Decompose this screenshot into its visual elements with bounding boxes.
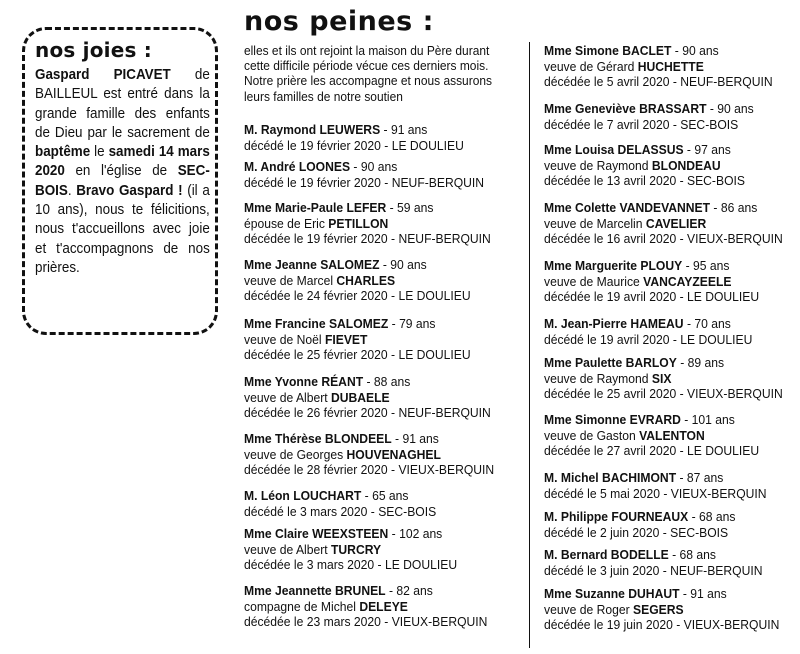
entry-title: Mme Suzanne bbox=[544, 586, 629, 601]
entry-surname: HAMEAU bbox=[630, 316, 684, 331]
entry-name-line bbox=[244, 488, 520, 504]
obituary-entry bbox=[544, 258, 800, 305]
entry-surname: LOONES bbox=[298, 159, 351, 174]
entry-title: M. Raymond bbox=[244, 122, 320, 137]
entry-title: Mme Yvonne bbox=[244, 374, 322, 389]
obituary-entry bbox=[244, 526, 520, 573]
entry-name-line bbox=[544, 316, 800, 332]
entry-name-line bbox=[244, 583, 520, 599]
entry-surname: BACLET bbox=[622, 43, 672, 58]
peines-title: nos peines : bbox=[244, 6, 434, 37]
entry-death-line: décédée le 24 février 2020 - LE DOULIEU bbox=[244, 288, 471, 304]
entry-spouse-line bbox=[544, 216, 800, 232]
entry-age: - 65 ans bbox=[361, 488, 409, 503]
entry-spouse-name: FIEVET bbox=[324, 331, 368, 347]
entry-spouse-line bbox=[544, 59, 800, 75]
entry-spouse-prefix: veuve de Raymond bbox=[544, 370, 652, 386]
entry-surname: BARLOY bbox=[625, 355, 677, 370]
entry-title: Mme Marie-Paule bbox=[244, 200, 347, 215]
obituary-entry bbox=[244, 488, 520, 519]
column-divider bbox=[529, 42, 530, 648]
obituary-entry bbox=[544, 101, 800, 132]
entry-death-line: décédée le 27 avril 2020 - LE DOULIEU bbox=[544, 443, 760, 459]
entry-spouse-prefix: veuve de Gaston bbox=[544, 427, 640, 443]
entry-surname: VANDEVANNET bbox=[619, 200, 711, 215]
joies-text-part: de BAILLEUL est entré dans la grande famille des enfants de Dieu par le sacrement de bbox=[35, 67, 210, 141]
entry-title: Mme Jeannette bbox=[244, 583, 336, 598]
joies-text-bold: baptême bbox=[35, 144, 91, 161]
entry-death-line: décédée le 13 avril 2020 - SEC-BOIS bbox=[544, 173, 745, 189]
entry-age: - 68 ans bbox=[668, 547, 716, 562]
joies-bravo: Bravo Gaspard ! bbox=[76, 182, 183, 199]
entry-spouse-line bbox=[244, 542, 520, 558]
entry-name-line bbox=[244, 431, 520, 447]
entry-title: M. Philippe bbox=[544, 509, 612, 524]
entry-death-line: décédée le 3 mars 2020 - LE DOULIEU bbox=[244, 557, 458, 573]
joies-baptized-name: Gaspard PICAVET bbox=[35, 67, 171, 83]
entry-age: - 82 ans bbox=[385, 583, 433, 598]
joies-church: SEC-BOIS bbox=[35, 163, 210, 199]
entry-spouse-name: BLONDEAU bbox=[651, 157, 721, 173]
entry-spouse-name: HUCHETTE bbox=[637, 58, 704, 74]
entry-death-line: décédée le 26 février 2020 - NEUF-BERQUIN bbox=[244, 405, 491, 421]
joies-text-part: (il a 10 ans), nous te félicitions, nous t'accueillons avec joie et t'accompagnons de nos prières. bbox=[35, 182, 210, 276]
entry-surname: BRASSART bbox=[639, 101, 707, 116]
entry-age: - 91 ans bbox=[391, 431, 439, 446]
entry-death-line: décédé le 19 avril 2020 - LE DOULIEU bbox=[544, 331, 753, 347]
entry-title: Mme Marguerite bbox=[544, 258, 641, 273]
entry-spouse-line bbox=[244, 332, 520, 348]
entry-title: M. Michel bbox=[544, 470, 602, 485]
entry-spouse-prefix: veuve de Raymond bbox=[544, 157, 652, 173]
entry-title: Mme Simonne bbox=[544, 412, 630, 427]
entry-age: - 101 ans bbox=[680, 412, 735, 427]
entry-name-line bbox=[544, 101, 800, 117]
entry-surname: BLONDEEL bbox=[324, 431, 392, 446]
joies-box bbox=[22, 27, 218, 335]
entry-title: Mme Simone bbox=[544, 43, 623, 58]
obituary-entry bbox=[544, 509, 800, 540]
entry-death-line: décédée le 28 février 2020 - VIEUX-BERQUIN bbox=[244, 462, 495, 478]
entry-spouse-prefix: veuve de Albert bbox=[244, 541, 332, 557]
entry-title: M. André bbox=[244, 159, 299, 174]
entry-surname: LEFER bbox=[346, 200, 387, 215]
joies-text-part: le bbox=[90, 144, 109, 161]
entry-name-line bbox=[244, 316, 520, 332]
entry-age: - 86 ans bbox=[710, 200, 758, 215]
joies-date: samedi 14 mars 2020 bbox=[35, 144, 210, 180]
entry-death-line: décédé le 5 mai 2020 - VIEUX-BERQUIN bbox=[544, 485, 767, 501]
entry-death-line: décédée le 19 avril 2020 - LE DOULIEU bbox=[544, 289, 760, 305]
entry-surname: RÉANT bbox=[321, 374, 364, 389]
entry-title: Mme Paulette bbox=[544, 355, 626, 370]
entry-age: - 90 ans bbox=[379, 257, 427, 272]
entry-spouse-name: SIX bbox=[651, 370, 672, 386]
entry-age: - 68 ans bbox=[688, 509, 736, 524]
entry-surname: DUHAUT bbox=[628, 586, 680, 601]
entry-surname: FOURNEAUX bbox=[611, 509, 689, 524]
obituary-entry bbox=[544, 586, 800, 633]
entry-surname: SALOMEZ bbox=[328, 316, 389, 331]
entry-name-line bbox=[244, 159, 520, 175]
joies-text-part: en l'église de bbox=[64, 163, 178, 180]
entry-death-line: décédée le 19 juin 2020 - VIEUX-BERQUIN bbox=[544, 617, 780, 633]
entry-spouse-name: CAVELIER bbox=[645, 215, 707, 231]
entry-name-line bbox=[244, 200, 520, 216]
peines-intro: elles et ils ont rejoint la maison du Père durant cette difficile période vécue ces derniers mois. Notre prière les accompagne et nous assurons leurs familles de notre soutien bbox=[244, 43, 492, 104]
entry-age: - 91 ans bbox=[380, 122, 428, 137]
entry-spouse-prefix: épouse de Eric bbox=[244, 215, 329, 231]
entry-age: - 91 ans bbox=[679, 586, 727, 601]
entry-name-line bbox=[544, 200, 800, 216]
entry-name-line bbox=[544, 412, 800, 428]
entry-death-line: décédé le 3 juin 2020 - NEUF-BERQUIN bbox=[544, 562, 763, 578]
entry-death-line: décédée le 19 février 2020 - NEUF-BERQUIN bbox=[244, 231, 491, 247]
entry-age: - 102 ans bbox=[388, 526, 443, 541]
entry-surname: SALOMEZ bbox=[320, 257, 380, 272]
entry-age: - 88 ans bbox=[363, 374, 411, 389]
entry-death-line: décédé le 19 février 2020 - LE DOULIEU bbox=[244, 137, 464, 153]
entry-title: Mme Francine bbox=[244, 316, 329, 331]
entry-death-line: décédée le 5 avril 2020 - NEUF-BERQUIN bbox=[544, 74, 773, 90]
entry-death-line: décédée le 25 février 2020 - LE DOULIEU bbox=[244, 347, 471, 363]
joies-text bbox=[35, 66, 210, 278]
entry-surname: BRUNEL bbox=[335, 583, 386, 598]
entry-spouse-line bbox=[544, 428, 800, 444]
obituary-entry bbox=[544, 470, 800, 501]
entry-spouse-line bbox=[544, 274, 800, 290]
entry-death-line: décédée le 7 avril 2020 - SEC-BOIS bbox=[544, 116, 739, 132]
entry-spouse-name: PETILLON bbox=[328, 215, 389, 231]
entry-spouse-name: SEGERS bbox=[633, 601, 684, 617]
obituary-entry bbox=[244, 583, 520, 630]
entry-spouse-prefix: veuve de Marcel bbox=[244, 272, 337, 288]
entry-title: Mme Thérèse bbox=[244, 431, 325, 446]
entry-spouse-name: TURCRY bbox=[331, 541, 382, 557]
entry-title: Mme Geneviève bbox=[544, 101, 640, 116]
entry-title: Mme Louisa bbox=[544, 142, 618, 157]
obituary-entry bbox=[544, 316, 800, 347]
entry-name-line bbox=[244, 526, 520, 542]
obituary-entry bbox=[544, 43, 800, 90]
entry-spouse-line bbox=[544, 602, 800, 618]
joies-text-part: . bbox=[67, 182, 77, 199]
entry-spouse-name: VALENTON bbox=[639, 427, 705, 443]
entry-name-line bbox=[244, 374, 520, 390]
entry-spouse-name: CHARLES bbox=[336, 272, 396, 288]
entry-spouse-name: HOUVENAGHEL bbox=[346, 446, 441, 462]
entry-name-line bbox=[544, 142, 800, 158]
entry-age: - 87 ans bbox=[676, 470, 724, 485]
obituary-entry bbox=[244, 374, 520, 421]
entry-age: - 97 ans bbox=[683, 142, 731, 157]
entry-surname: WEEXSTEEN bbox=[312, 526, 389, 541]
obituary-entry bbox=[544, 547, 800, 578]
entry-title: M. Bernard bbox=[544, 547, 611, 562]
entry-spouse-line bbox=[544, 371, 800, 387]
entry-name-line bbox=[244, 257, 520, 273]
obituary-entry bbox=[244, 200, 520, 247]
entry-title: M. Léon bbox=[244, 488, 294, 503]
obituary-entry bbox=[244, 257, 520, 304]
entry-spouse-line bbox=[244, 599, 520, 615]
entry-name-line bbox=[544, 547, 800, 563]
entry-spouse-line bbox=[544, 158, 800, 174]
entry-title: M. Jean-Pierre bbox=[544, 316, 631, 331]
entry-name-line bbox=[544, 43, 800, 59]
entry-death-line: décédé le 2 juin 2020 - SEC-BOIS bbox=[544, 524, 729, 540]
entry-name-line bbox=[544, 258, 800, 274]
entry-spouse-line bbox=[244, 447, 520, 463]
entry-age: - 89 ans bbox=[676, 355, 725, 370]
entry-name-line bbox=[544, 470, 800, 486]
entry-name-line bbox=[544, 509, 800, 525]
entry-death-line: décédé le 19 février 2020 - NEUF-BERQUIN bbox=[244, 174, 485, 190]
entry-age: - 90 ans bbox=[350, 159, 398, 174]
entry-spouse-prefix: veuve de Gérard bbox=[544, 58, 638, 74]
entry-spouse-name: DUBAELE bbox=[331, 389, 390, 405]
entry-age: - 90 ans bbox=[706, 101, 754, 116]
entry-spouse-prefix: veuve de Marcelin bbox=[544, 215, 646, 231]
entry-spouse-prefix: compagne de Michel bbox=[244, 598, 360, 614]
entry-title: Mme Jeanne bbox=[244, 257, 321, 272]
entry-age: - 59 ans bbox=[386, 200, 434, 215]
obituary-entry bbox=[544, 355, 800, 402]
entry-surname: BODELLE bbox=[610, 547, 669, 562]
obituary-entry bbox=[544, 200, 800, 247]
entry-surname: BACHIMONT bbox=[601, 470, 677, 485]
entry-name-line bbox=[544, 586, 800, 602]
entry-death-line: décédée le 16 avril 2020 - VIEUX-BERQUIN bbox=[544, 231, 783, 247]
entry-age: - 95 ans bbox=[682, 258, 730, 273]
entry-name-line bbox=[244, 122, 520, 138]
obituary-entry bbox=[244, 431, 520, 478]
entry-title: Mme Claire bbox=[244, 526, 313, 541]
entry-spouse-prefix: veuve de Albert bbox=[244, 389, 332, 405]
obituary-entry bbox=[244, 316, 520, 363]
entry-death-line: décédé le 3 mars 2020 - SEC-BOIS bbox=[244, 503, 437, 519]
entry-title: Mme Colette bbox=[544, 200, 620, 215]
entry-age: - 70 ans bbox=[683, 316, 731, 331]
entry-spouse-prefix: veuve de Noël bbox=[244, 331, 325, 347]
entry-surname: DELASSUS bbox=[617, 142, 684, 157]
entry-spouse-line bbox=[244, 216, 520, 232]
entry-spouse-name: DELEYE bbox=[359, 598, 408, 614]
entry-spouse-line bbox=[244, 390, 520, 406]
obituary-entry bbox=[244, 122, 520, 153]
obituary-entry bbox=[544, 412, 800, 459]
entry-death-line: décédée le 25 avril 2020 - VIEUX-BERQUIN bbox=[544, 386, 783, 402]
entry-spouse-prefix: veuve de Maurice bbox=[544, 273, 644, 289]
entry-spouse-line bbox=[244, 273, 520, 289]
entry-age: - 90 ans bbox=[671, 43, 719, 58]
joies-title: nos joies : bbox=[35, 38, 152, 62]
entry-surname: PLOUY bbox=[640, 258, 683, 273]
entry-name-line bbox=[544, 355, 800, 371]
obituary-entry bbox=[244, 159, 520, 190]
entry-spouse-prefix: veuve de Roger bbox=[544, 601, 634, 617]
entry-spouse-prefix: veuve de Georges bbox=[244, 446, 347, 462]
entry-death-line: décédée le 23 mars 2020 - VIEUX-BERQUIN bbox=[244, 614, 488, 630]
obituary-entry bbox=[544, 142, 800, 189]
entry-age: - 79 ans bbox=[388, 316, 436, 331]
entry-spouse-name: VANCAYZEELE bbox=[643, 273, 732, 289]
entry-surname: EVRARD bbox=[629, 412, 681, 427]
entry-surname: LEUWERS bbox=[319, 122, 381, 137]
entry-surname: LOUCHART bbox=[293, 488, 362, 503]
